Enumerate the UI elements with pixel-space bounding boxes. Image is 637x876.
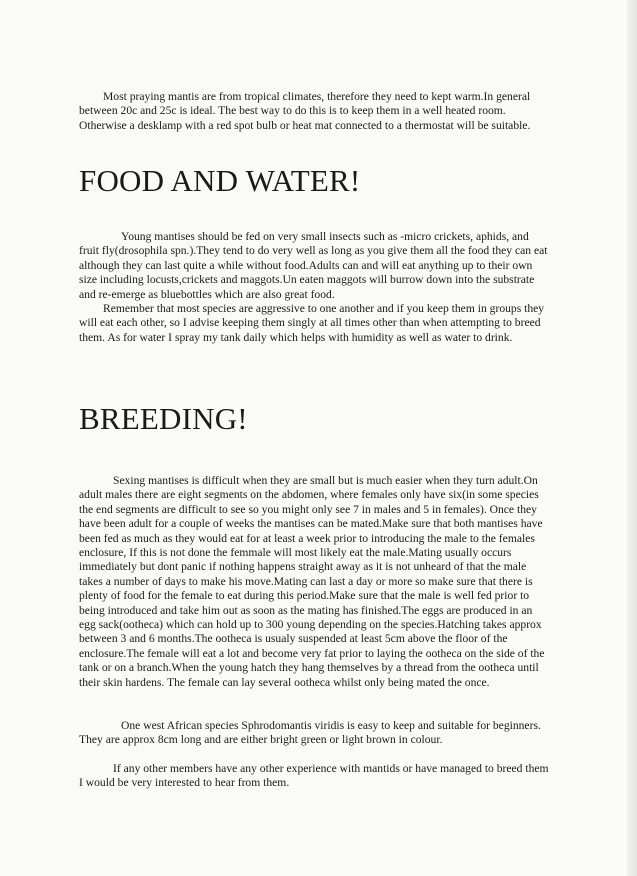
breeding-heading: BREEDING! <box>79 401 248 436</box>
breeding-paragraph-3: If any other members have any other experience with mantids or have managed to breed them I would be very interested to hear from them. <box>79 762 549 790</box>
breeding-paragraph-1: Sexing mantises is difficult when they are small but is much easier when they turn adult.On adult males there are eight segments on the abdomen, where females only have six(in some species the end segments are difficult to see so you might only see 7 in males and 5 in females). Once they have been adult for a couple of weeks the mantises can be mated.Make sure that both mantises have been fed as much as they would eat for at least a week prior to introducing the male to the females enclosure, If this is not done the femmale will most likely eat the male.Mating usually occurs immediately but dont panic if nothing happens straight away as it is not unheard of that the male takes a number of days to make his move.Mating can last a day or more so make sure that there is plenty of food for the female to eat during this period.Make sure that the male is well fed prior to being introduced and take him out as soon as the mating has finished.The eggs are produced in an egg sack(ootheca) which can hold up to 300 young depending on the species.Hatching takes approx between 3 and 6 months.The ootheca is usualy suspended at least 5cm above the floor of the enclosure.The female will eat a lot and become very fat prior to laying the ootheca on the side of the tank or on a branch.When the young hatch they hang themselves by a thread from the ootheca until their skin hardens. The female can lay several ootheca whilst only being mated the once. <box>79 474 545 689</box>
scan-edge-shadow <box>627 0 637 876</box>
food-paragraph-2: Remember that most species are aggressive to one another and if you keep them in groups they will eat each other, so I advise keeping them singly at all times other than when attempting to breed them. As for water I spray my tank daily which helps with humidity as well as water to drink. <box>79 302 545 344</box>
food-and-water-heading: FOOD AND WATER! <box>79 163 361 198</box>
food-paragraph-1: Young mantises should be fed on very small insects such as -micro crickets, aphids, and fruit fly(drosophila spn.).They tend to do very well as long as you give them all the food they can eat although they can last quite a while without food.Adults can and will eat anything up to their own size including locusts,crickets and maggots.Un eaten maggots will burrow down into the substrate and re-emerge as bluebottles which are also great food. <box>79 230 548 301</box>
intro-paragraph: Most praying mantis are from tropical climates, therefore they need to kept warm.In general between 20c and 25c is ideal. The best way to do this is to keep them in a well heated room. Otherwise a desklamp with a red spot bulb or heat mat connected to a thermostat will be suitable. <box>79 90 531 132</box>
breeding-paragraph-2: One west African species Sphrodomantis viridis is easy to keep and suitable for beginners. They are approx 8cm long and are either bright green or light brown in colour. <box>79 719 541 747</box>
